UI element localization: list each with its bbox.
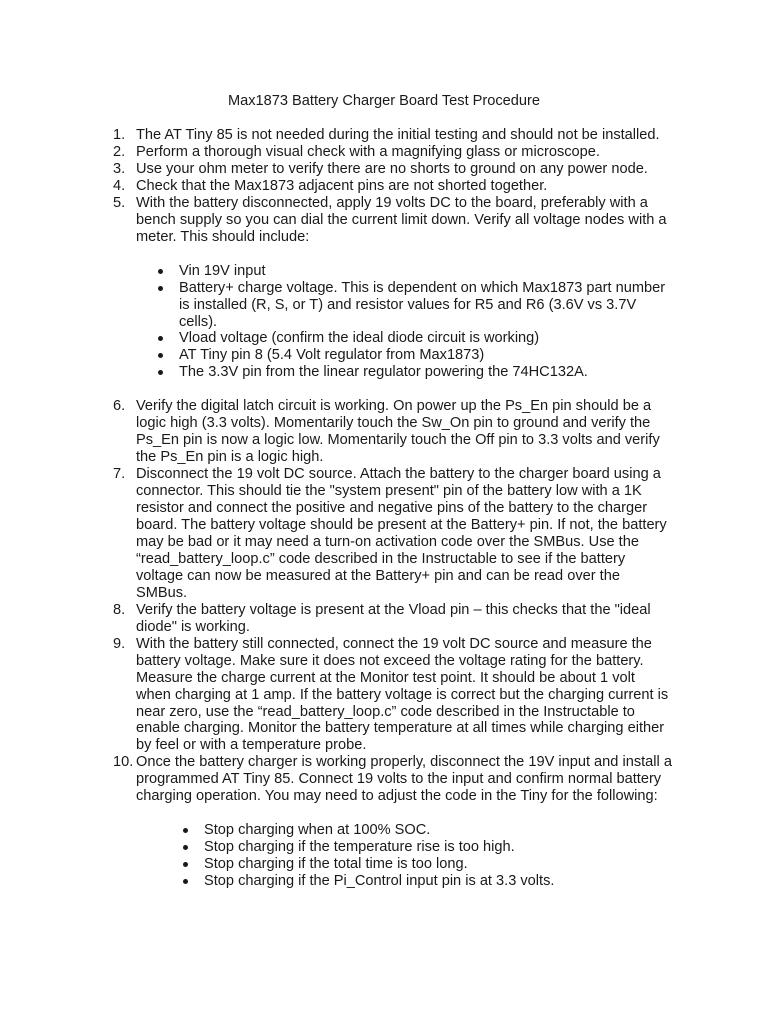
step-1 xyxy=(113,127,673,144)
step-text: Verify the battery voltage is present at the Vload pin – this checks that the "ideal diode" is working. xyxy=(136,601,651,635)
procedure-steps xyxy=(113,127,673,890)
list-item xyxy=(156,364,673,381)
list-item xyxy=(156,330,673,347)
step-text: Once the battery charger is working properly, disconnect the 19V input and install a programmed AT Tiny 85. Connect 19 volts to the input and confirm normal battery charging operation. You may need to adjust the code in the Tiny for the following: xyxy=(136,754,672,805)
step-number: 10. xyxy=(113,754,134,771)
bullet-icon xyxy=(158,336,163,341)
step-7 xyxy=(113,466,673,602)
list-item xyxy=(181,873,673,890)
step-8 xyxy=(113,602,673,636)
step-text: Check that the Max1873 adjacent pins are not shorted together. xyxy=(136,177,548,194)
step-6 xyxy=(113,398,673,466)
bullet-icon xyxy=(158,286,163,291)
step-text: With the battery disconnected, apply 19 volts DC to the board, preferably with a bench supply so you can dial the current limit down. Verify all voltage nodes with a meter. This should include: xyxy=(136,194,667,245)
step-number: 2. xyxy=(113,143,126,160)
bullet-icon xyxy=(183,828,188,833)
step-2 xyxy=(113,144,673,161)
step-5-bullet-list xyxy=(156,263,673,382)
bullet-text: Stop charging when at 100% SOC. xyxy=(204,822,431,839)
bullet-text: Battery+ charge voltage. This is dependent on which Max1873 part number is installed (R, S, or T) and resistor values for R5 and R6 (3.6V vs 3.7V cells). xyxy=(179,279,666,330)
step-10-bullet-list xyxy=(181,822,673,890)
step-10 xyxy=(113,754,673,890)
step-4 xyxy=(113,178,673,195)
bullet-icon xyxy=(183,862,188,867)
bullet-icon xyxy=(158,269,163,274)
document-title: Max1873 Battery Charger Board Test Procedure xyxy=(227,93,541,109)
step-text: Use your ohm meter to verify there are no shorts to ground on any power node. xyxy=(136,160,648,177)
bullet-text: The 3.3V pin from the linear regulator powering the 74HC132A. xyxy=(179,364,588,381)
step-number: 9. xyxy=(113,635,126,652)
bullet-icon xyxy=(183,845,188,850)
step-number: 6. xyxy=(113,398,126,415)
step-text: With the battery still connected, connect the 19 volt DC source and measure the battery voltage. Make sure it does not exceed the voltage rating for the battery. Measure the charge current at the Monitor test point. It should be about 1 volt when charging at 1 amp. If the battery voltage is correct but the charging current is near zero, use the “read_battery_loop.c” code described in the Instructable to enable charging. Monitor the battery temperature at all times while charging either by feel or with a temperature probe. xyxy=(136,635,669,754)
document-body xyxy=(113,127,673,907)
bullet-text: Vin 19V input xyxy=(179,262,266,279)
step-text: Perform a thorough visual check with a magnifying glass or microscope. xyxy=(136,143,600,160)
step-number: 5. xyxy=(113,194,126,211)
list-item xyxy=(181,839,673,856)
bullet-text: Vload voltage (confirm the ideal diode circuit is working) xyxy=(179,330,540,347)
step-text: Verify the digital latch circuit is working. On power up the Ps_En pin should be a logic high (3.3 volts). Momentarily touch the Sw_On pin to ground and verify the Ps_En pin is now a logic low. Momentarily touch the Off pin to 3.3 volts and verify the Ps_En pin is a logic high. xyxy=(136,398,660,466)
step-3 xyxy=(113,161,673,178)
list-item xyxy=(181,822,673,839)
step-text: Disconnect the 19 volt DC source. Attach the battery to the charger board using a connector. This should tie the "system present" pin of the battery low with a 1K resistor and connect the positive and negative pins of the battery to the charger board. The battery voltage should be present at the Battery+ pin. If not, the battery may be bad or it may need a turn-on activation code over the SMBus. Use the “read_battery_loop.c” code described in the Instructable to see if the battery voltage can now be measured at the Battery+ pin and can be read over the SMBus. xyxy=(136,466,667,601)
list-item xyxy=(156,280,673,331)
bullet-text: AT Tiny pin 8 (5.4 Volt regulator from Max1873) xyxy=(179,347,485,364)
bullet-text: Stop charging if the temperature rise is too high. xyxy=(204,839,515,856)
step-number: 8. xyxy=(113,601,126,618)
bullet-text: Stop charging if the total time is too long. xyxy=(204,856,468,873)
list-item xyxy=(156,347,673,364)
list-item xyxy=(156,263,673,280)
bullet-icon xyxy=(183,879,188,884)
step-number: 3. xyxy=(113,160,126,177)
step-9 xyxy=(113,636,673,755)
bullet-icon xyxy=(158,370,163,375)
step-number: 1. xyxy=(113,127,126,143)
step-text: The AT Tiny 85 is not needed during the initial testing and should not be installed. xyxy=(136,127,660,143)
bullet-text: Stop charging if the Pi_Control input pin is at 3.3 volts. xyxy=(204,873,555,890)
step-number: 7. xyxy=(113,466,126,483)
step-5 xyxy=(113,195,673,382)
step-number: 4. xyxy=(113,177,126,194)
bullet-icon xyxy=(158,353,163,358)
list-item xyxy=(181,856,673,873)
